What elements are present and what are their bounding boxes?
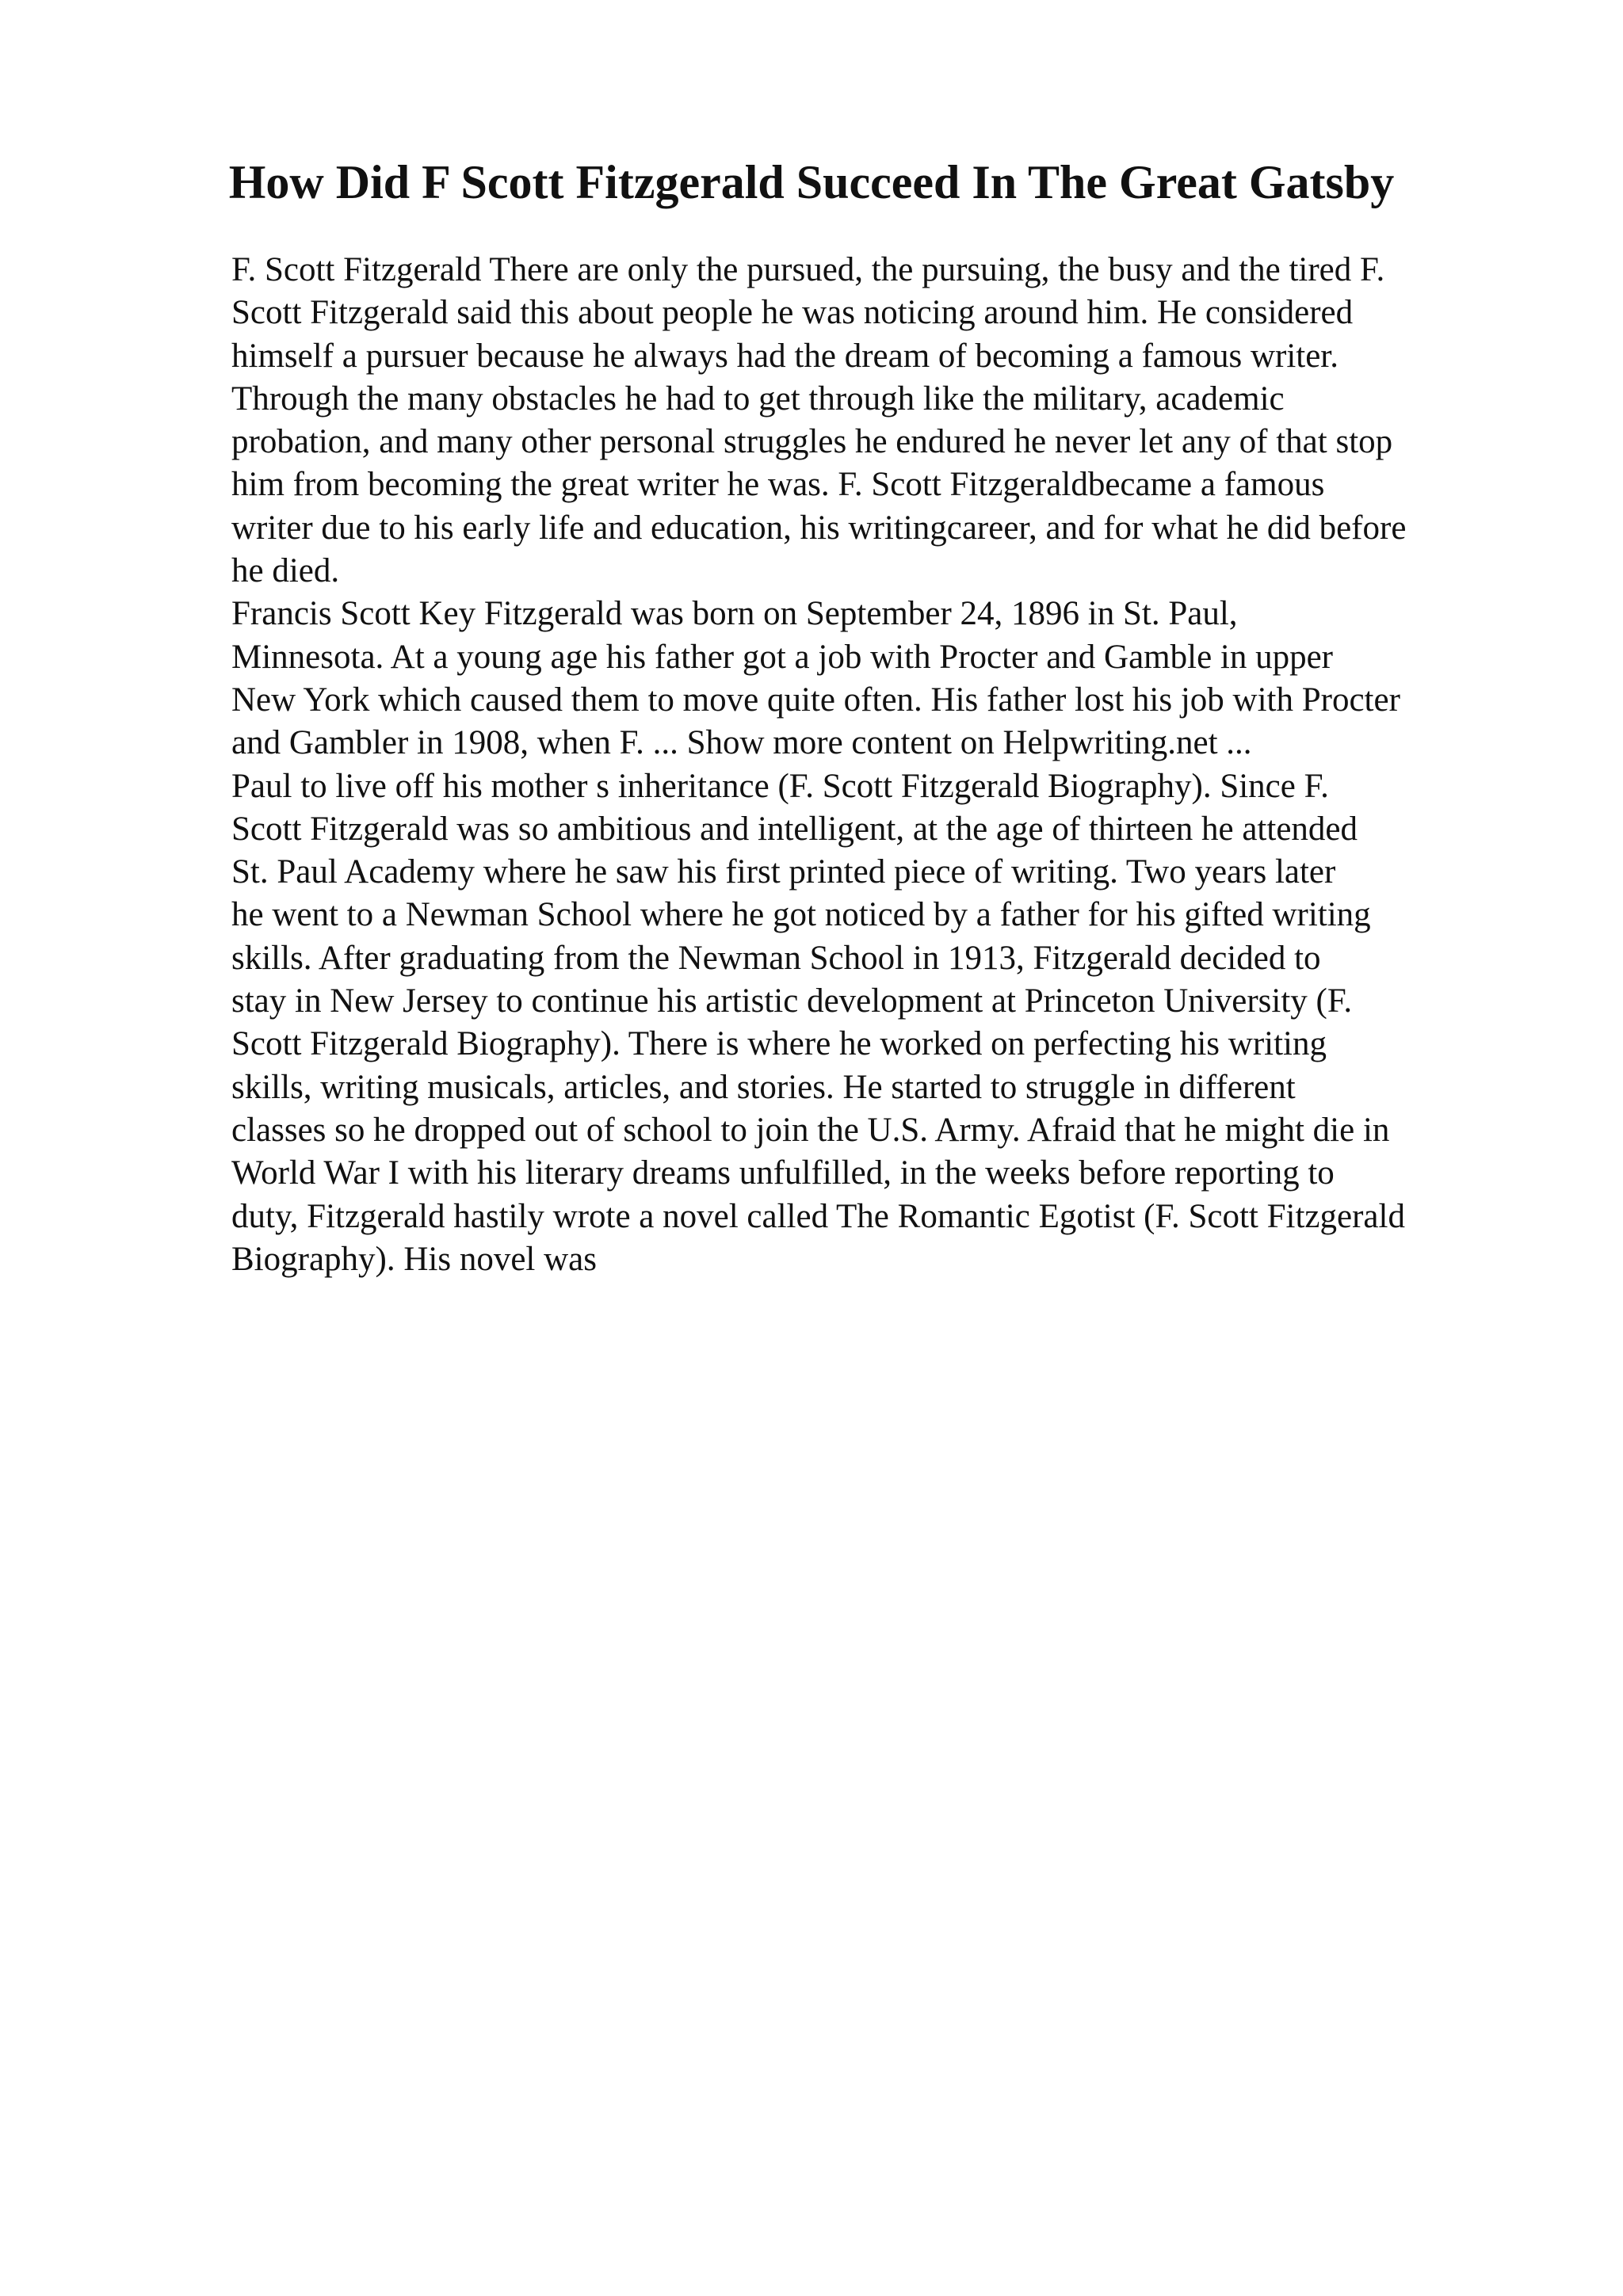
body-line: stay in New Jersey to continue his artistic development at Princeton University (F. <box>231 982 1353 1020</box>
document-body <box>231 249 1531 1281</box>
body-line: Biography). His novel was <box>231 1240 597 1278</box>
body-line: duty, Fitzgerald hastily wrote a novel called The Romantic Egotist (F. Scott Fitzgerald <box>231 1197 1405 1235</box>
body-line: Through the many obstacles he had to get through like the military, academic <box>231 379 1285 418</box>
body-line: New York which caused them to move quite often. His father lost his job with Procter <box>231 681 1400 719</box>
body-line: Scott Fitzgerald said this about people he was noticing around him. He considered <box>231 294 1354 332</box>
body-line: St. Paul Academy where he saw his first printed piece of writing. Two years later <box>231 853 1336 891</box>
body-line: F. Scott Fitzgerald There are only the pursued, the pursuing, the busy and the tired F. <box>231 251 1385 288</box>
body-line: Francis Scott Key Fitzgerald was born on September 24, 1896 in St. Paul, <box>231 595 1238 633</box>
body-line: he died. <box>231 552 340 590</box>
body-line: and Gambler in 1908, when F. ... Show more content on Helpwriting.net ... <box>231 724 1252 762</box>
body-line: Scott Fitzgerald was so ambitious and intelligent, at the age of thirteen he attended <box>231 810 1358 848</box>
body-line: skills, writing musicals, articles, and stories. He started to struggle in different <box>231 1068 1296 1106</box>
body-line: classes so he dropped out of school to join the U.S. Army. Afraid that he might die in <box>231 1111 1390 1149</box>
body-line: Scott Fitzgerald Biography). There is where he worked on perfecting his writing <box>231 1025 1327 1063</box>
body-line: him from becoming the great writer he was. F. Scott Fitzgeraldbecame a famous <box>231 466 1325 504</box>
body-line: skills. After graduating from the Newman School in 1913, Fitzgerald decided to <box>231 939 1321 977</box>
body-line: writer due to his early life and education, his writingcareer, and for what he did before <box>231 509 1407 547</box>
body-line: probation, and many other personal struggles he endured he never let any of that stop <box>231 423 1393 461</box>
body-line: Minnesota. At a young age his father got a job with Procter and Gamble in upper <box>231 638 1334 676</box>
body-line: himself a pursuer because he always had the dream of becoming a famous writer. <box>231 337 1338 375</box>
document-title: How Did F Scott Fitzgerald Succeed In The Great Gatsby <box>228 156 1395 208</box>
body-line: World War I with his literary dreams unfulfilled, in the weeks before reporting to <box>231 1154 1335 1192</box>
body-line: he went to a Newman School where he got noticed by a father for his gifted writing <box>231 896 1371 934</box>
body-line: Paul to live off his mother s inheritance (F. Scott Fitzgerald Biography). Since F. <box>231 767 1329 805</box>
